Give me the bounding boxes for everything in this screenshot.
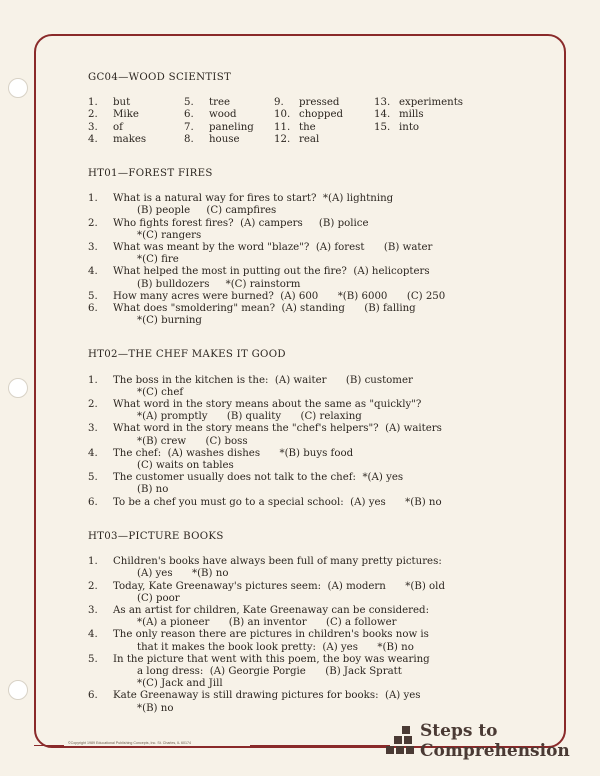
question-line: The customer usually does not talk to the chef: *(A) yes bbox=[113, 472, 404, 484]
word-item bbox=[184, 122, 274, 134]
answer-choices-line: (A) yes *(B) no bbox=[137, 568, 229, 580]
question-text bbox=[113, 242, 508, 266]
answer-choices-line: *(A) promptly (B) quality (C) relaxing bbox=[137, 411, 362, 423]
question-text bbox=[113, 303, 508, 327]
word-number: 4. bbox=[88, 133, 98, 145]
question-item bbox=[88, 399, 508, 423]
word-list bbox=[88, 97, 508, 146]
word-item bbox=[274, 109, 374, 121]
question-item bbox=[88, 497, 508, 509]
question-line: Who fights forest fires? (A) campers (B) police bbox=[113, 217, 369, 229]
answer-choices-line: *(C) rangers bbox=[137, 229, 202, 241]
question-item bbox=[88, 448, 508, 472]
word-item bbox=[374, 97, 484, 109]
word-text: house bbox=[209, 133, 240, 145]
question-item bbox=[88, 690, 508, 714]
word-text: tree bbox=[209, 97, 231, 109]
question-line: What helped the most in putting out the fire? (A) helicopters bbox=[113, 266, 430, 278]
word-text: makes bbox=[113, 133, 147, 145]
answer-choices-line: *(A) a pioneer (B) an inventor (C) a follower bbox=[137, 617, 397, 629]
answer-choices-line: (C) waits on tables bbox=[137, 460, 234, 472]
question-list bbox=[88, 556, 508, 715]
steps-to-comprehension-logo bbox=[386, 722, 576, 766]
word-number: 13. bbox=[374, 97, 391, 109]
question-item bbox=[88, 193, 508, 217]
word-number: 10. bbox=[274, 109, 291, 121]
question-number: 5. bbox=[88, 472, 98, 484]
answer-choices-line: *(C) Jack and Jill bbox=[137, 678, 223, 690]
word-text: experiments bbox=[399, 97, 464, 109]
answer-choices-line: *(B) crew (C) boss bbox=[137, 435, 248, 447]
question-line: How many acres were burned? (A) 600 *(B) 6000 (C) 250 bbox=[113, 290, 446, 302]
answer-choices-line: (B) people (C) campfires bbox=[137, 205, 277, 217]
question-text bbox=[113, 218, 508, 242]
word-text: into bbox=[399, 121, 420, 133]
word-number: 2. bbox=[88, 109, 98, 121]
word-text: of bbox=[113, 121, 123, 133]
binder-hole-middle bbox=[8, 378, 28, 398]
question-item bbox=[88, 605, 508, 629]
question-item bbox=[88, 423, 508, 447]
question-number: 2. bbox=[88, 217, 98, 229]
section-ht02 bbox=[88, 349, 508, 508]
question-text bbox=[113, 399, 508, 423]
answer-choices-line: (C) poor bbox=[137, 592, 180, 604]
question-number: 3. bbox=[88, 242, 98, 254]
question-text bbox=[113, 690, 508, 714]
question-item bbox=[88, 629, 508, 653]
word-text: pressed bbox=[299, 97, 340, 109]
question-number: 2. bbox=[88, 580, 98, 592]
question-number: 2. bbox=[88, 399, 98, 411]
answer-choices-line: *(C) fire bbox=[137, 254, 179, 266]
question-line: As an artist for children, Kate Greenaway can be considered: bbox=[113, 604, 429, 616]
answer-choices-line: (B) bulldozers *(C) rainstorm bbox=[137, 278, 301, 290]
logo-line-2: Comprehension bbox=[420, 741, 570, 761]
footer-rule-right bbox=[250, 745, 390, 746]
question-number: 4. bbox=[88, 629, 98, 641]
word-item bbox=[184, 97, 274, 109]
question-item bbox=[88, 218, 508, 242]
question-item bbox=[88, 303, 508, 327]
question-number: 6. bbox=[88, 690, 98, 702]
question-item bbox=[88, 472, 508, 496]
answer-choices-line: a long dress: (A) Georgie Porgie (B) Jack Spratt bbox=[137, 665, 402, 677]
question-text bbox=[113, 472, 508, 496]
word-item bbox=[88, 109, 184, 121]
word-number: 14. bbox=[374, 109, 391, 121]
word-text: chopped bbox=[299, 109, 343, 121]
question-text bbox=[113, 556, 508, 580]
word-number: 3. bbox=[88, 121, 98, 133]
question-text bbox=[113, 375, 508, 399]
question-text bbox=[113, 291, 508, 303]
question-item bbox=[88, 375, 508, 399]
question-number: 5. bbox=[88, 653, 98, 665]
question-number: 4. bbox=[88, 447, 98, 459]
question-line: What word in the story means the "chef's helpers"? (A) waiters bbox=[113, 423, 442, 435]
word-column bbox=[274, 97, 374, 146]
question-line: What does "smoldering" mean? (A) standing (B) falling bbox=[113, 303, 416, 315]
question-number: 6. bbox=[88, 303, 98, 315]
word-item bbox=[184, 109, 274, 121]
word-number: 9. bbox=[274, 97, 284, 109]
word-item bbox=[88, 122, 184, 134]
word-text: paneling bbox=[209, 121, 254, 133]
word-text: real bbox=[299, 133, 320, 145]
question-text bbox=[113, 581, 508, 605]
question-item bbox=[88, 291, 508, 303]
word-item bbox=[274, 122, 374, 134]
word-text: the bbox=[299, 121, 316, 133]
question-line: To be a chef you must go to a special school: (A) yes *(B) no bbox=[113, 496, 442, 508]
word-number: 15. bbox=[374, 121, 391, 133]
word-column bbox=[88, 97, 184, 146]
question-line: Kate Greenaway is still drawing pictures for books: (A) yes bbox=[113, 690, 421, 702]
word-text: mills bbox=[399, 109, 424, 121]
question-line: What was meant by the word "blaze"? (A) forest (B) water bbox=[113, 242, 433, 254]
answer-choices-line: that it makes the book look pretty: (A) yes *(B) no bbox=[137, 641, 414, 653]
copyright-notice: ©Copyright 1989 Educational Publishing Concepts, Inc. St. Charles, IL 60174 bbox=[68, 741, 191, 745]
question-item bbox=[88, 266, 508, 290]
question-text bbox=[113, 266, 508, 290]
answer-key-content bbox=[88, 72, 508, 737]
answer-choices-line: (B) no bbox=[137, 484, 169, 496]
section-heading: HT03—PICTURE BOOKS bbox=[88, 530, 224, 542]
question-number: 6. bbox=[88, 496, 98, 508]
word-item bbox=[88, 134, 184, 146]
question-text bbox=[113, 605, 508, 629]
question-item bbox=[88, 581, 508, 605]
question-list bbox=[88, 375, 508, 509]
section-gc04 bbox=[88, 72, 508, 146]
question-number: 4. bbox=[88, 266, 98, 278]
question-text bbox=[113, 448, 508, 472]
word-number: 8. bbox=[184, 133, 194, 145]
question-text bbox=[113, 423, 508, 447]
question-number: 1. bbox=[88, 374, 98, 386]
word-number: 7. bbox=[184, 121, 194, 133]
word-number: 1. bbox=[88, 97, 98, 109]
question-line: What word in the story means about the same as "quickly"? bbox=[113, 399, 422, 411]
word-column bbox=[184, 97, 274, 146]
question-number: 5. bbox=[88, 290, 98, 302]
question-text bbox=[113, 193, 508, 217]
section-ht01 bbox=[88, 168, 508, 327]
word-item bbox=[374, 122, 484, 134]
section-heading: HT02—THE CHEF MAKES IT GOOD bbox=[88, 349, 286, 361]
question-text bbox=[113, 497, 508, 509]
word-item bbox=[184, 134, 274, 146]
question-text bbox=[113, 629, 508, 653]
question-item bbox=[88, 242, 508, 266]
question-line: The only reason there are pictures in children's books now is bbox=[113, 629, 429, 641]
word-number: 12. bbox=[274, 133, 291, 145]
question-number: 3. bbox=[88, 604, 98, 616]
question-item bbox=[88, 654, 508, 691]
word-column bbox=[374, 97, 484, 146]
answer-choices-line: *(C) burning bbox=[137, 315, 202, 327]
word-number: 11. bbox=[274, 121, 291, 133]
section-heading: GC04—WOOD SCIENTIST bbox=[88, 72, 232, 83]
word-number: 6. bbox=[184, 109, 194, 121]
section-heading: HT01—FOREST FIRES bbox=[88, 168, 213, 180]
footer-rule-left bbox=[34, 745, 64, 746]
word-item bbox=[274, 97, 374, 109]
binder-hole-top bbox=[8, 78, 28, 98]
question-list bbox=[88, 193, 508, 327]
question-text bbox=[113, 654, 508, 691]
word-text: Mike bbox=[113, 109, 139, 121]
word-item bbox=[274, 134, 374, 146]
answer-choices-line: *(C) chef bbox=[137, 386, 184, 398]
word-item bbox=[88, 97, 184, 109]
logo-line-1: Steps to bbox=[420, 721, 498, 741]
question-line: The chef: (A) washes dishes *(B) buys food bbox=[113, 447, 354, 459]
question-number: 1. bbox=[88, 556, 98, 568]
question-line: In the picture that went with this poem, the boy was wearing bbox=[113, 653, 430, 665]
question-number: 3. bbox=[88, 423, 98, 435]
binder-hole-bottom bbox=[8, 680, 28, 700]
answer-choices-line: *(B) no bbox=[137, 702, 174, 714]
question-line: What is a natural way for fires to start? *(A) lightning bbox=[113, 193, 394, 205]
word-text: wood bbox=[209, 109, 237, 121]
question-line: Today, Kate Greenaway's pictures seem: (A) modern *(B) old bbox=[113, 580, 445, 592]
question-item bbox=[88, 556, 508, 580]
question-number: 1. bbox=[88, 193, 98, 205]
word-text: but bbox=[113, 97, 131, 109]
word-item bbox=[374, 109, 484, 121]
section-ht03 bbox=[88, 531, 508, 715]
word-number: 5. bbox=[184, 97, 194, 109]
question-line: The boss in the kitchen is the: (A) waiter (B) customer bbox=[113, 374, 413, 386]
question-line: Children's books have always been full of many pretty pictures: bbox=[113, 556, 442, 568]
